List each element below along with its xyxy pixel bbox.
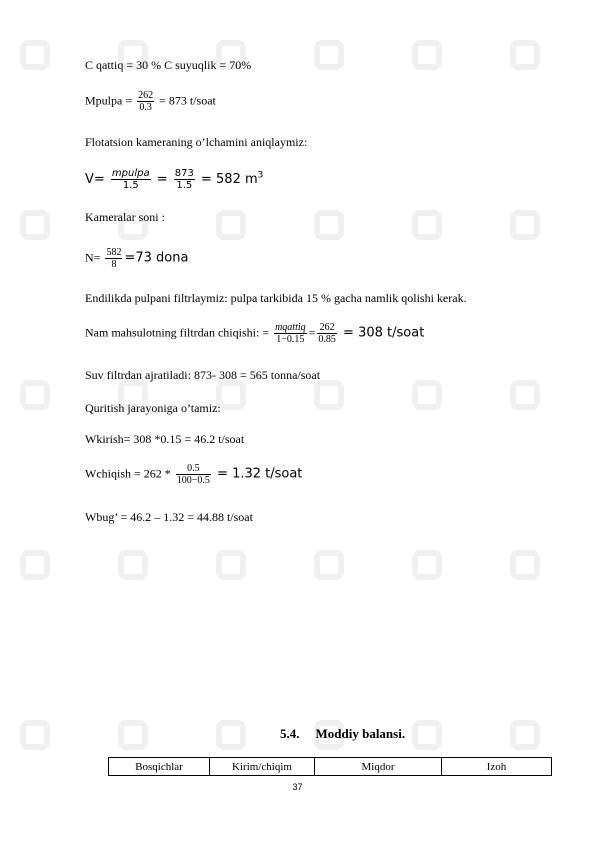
filter-output-formula xyxy=(85,322,424,345)
filter-output-result: = 308 t/soat xyxy=(338,325,425,341)
numerator: mqattiq xyxy=(275,322,306,333)
drying-heading: Quritish jarayoniga o’tamiz: xyxy=(85,401,221,415)
page-number: 37 xyxy=(292,782,303,792)
balance-table xyxy=(108,757,552,776)
cube-exponent: 3 xyxy=(257,170,264,181)
wchiqish-formula xyxy=(85,463,302,486)
table-header-cell: Bosqichlar xyxy=(109,758,210,776)
chamber-count-heading: Kameralar soni : xyxy=(85,210,165,224)
wbug-line: Wbug’ = 46.2 – 1.32 = 44.88 t/soat xyxy=(85,510,253,524)
equals: = xyxy=(152,172,172,187)
denominator: 100−0.5 xyxy=(176,475,210,486)
numerator: 262 xyxy=(317,322,337,334)
count-result: =73 dona xyxy=(124,250,189,266)
fraction xyxy=(105,247,122,270)
fraction xyxy=(111,168,151,191)
denominator: 0.3 xyxy=(139,102,152,113)
mpulpa-label: Mpulpa = xyxy=(85,93,136,108)
denominator: 1.5 xyxy=(122,180,139,191)
numerator: 262 xyxy=(138,90,154,101)
numerator: 0.5 xyxy=(176,463,211,475)
table-header-cell: Kirim/chiqim xyxy=(210,758,315,776)
concentration-line: C qattiq = 30 % C suyuqlik = 70% xyxy=(85,58,252,72)
water-separation-line: Suv filtrdan ajratiladi: 873- 308 = 565 tonna/soat xyxy=(85,368,321,382)
fraction xyxy=(176,463,211,486)
filtration-paragraph: Endilikda pulpani filtrlaymiz: pulpa tarkibida 15 % gacha namlik qolishi kerak. xyxy=(85,291,467,305)
denominator: 8 xyxy=(111,259,117,270)
denominator: 1.5 xyxy=(176,180,193,191)
numerator: mpulpa xyxy=(111,168,150,179)
mpulpa-result: = 873 t/soat xyxy=(156,93,216,108)
mpulpa-formula xyxy=(85,90,216,113)
volume-result: = 582 m xyxy=(196,172,258,187)
wchiqish-label: Wchiqish = 262 * xyxy=(85,466,174,481)
wkirish-line: Wkirish= 308 *0.15 = 46.2 t/soat xyxy=(85,432,245,446)
denominator: 0.85 xyxy=(318,334,336,345)
denominator: 1−0.15 xyxy=(276,334,305,345)
table-header-cell: Miqdor xyxy=(315,758,442,776)
fraction xyxy=(274,322,307,345)
section-title: Moddiy balansi. xyxy=(315,726,406,741)
fraction xyxy=(174,168,195,191)
wchiqish-result: = 1.32 t/soat xyxy=(212,466,303,482)
section-heading xyxy=(280,726,405,742)
volume-formula xyxy=(85,168,263,191)
table-header-cell: Izoh xyxy=(442,758,552,776)
fraction xyxy=(317,322,337,345)
count-label: N= xyxy=(85,250,104,265)
numerator: 873 xyxy=(174,168,194,179)
equals: = xyxy=(308,325,316,340)
flotation-heading: Flotatsion kameraning o’lchamini aniqlaymiz: xyxy=(85,135,308,149)
fraction xyxy=(137,90,154,113)
filter-output-label: Nam mahsulotning filtrdan chiqishi: = xyxy=(85,325,273,340)
chamber-count-formula xyxy=(85,247,188,270)
volume-label: V= xyxy=(85,172,109,187)
numerator: 582 xyxy=(106,247,122,258)
table-header-row xyxy=(109,758,552,776)
section-number: 5.4. xyxy=(280,726,300,741)
